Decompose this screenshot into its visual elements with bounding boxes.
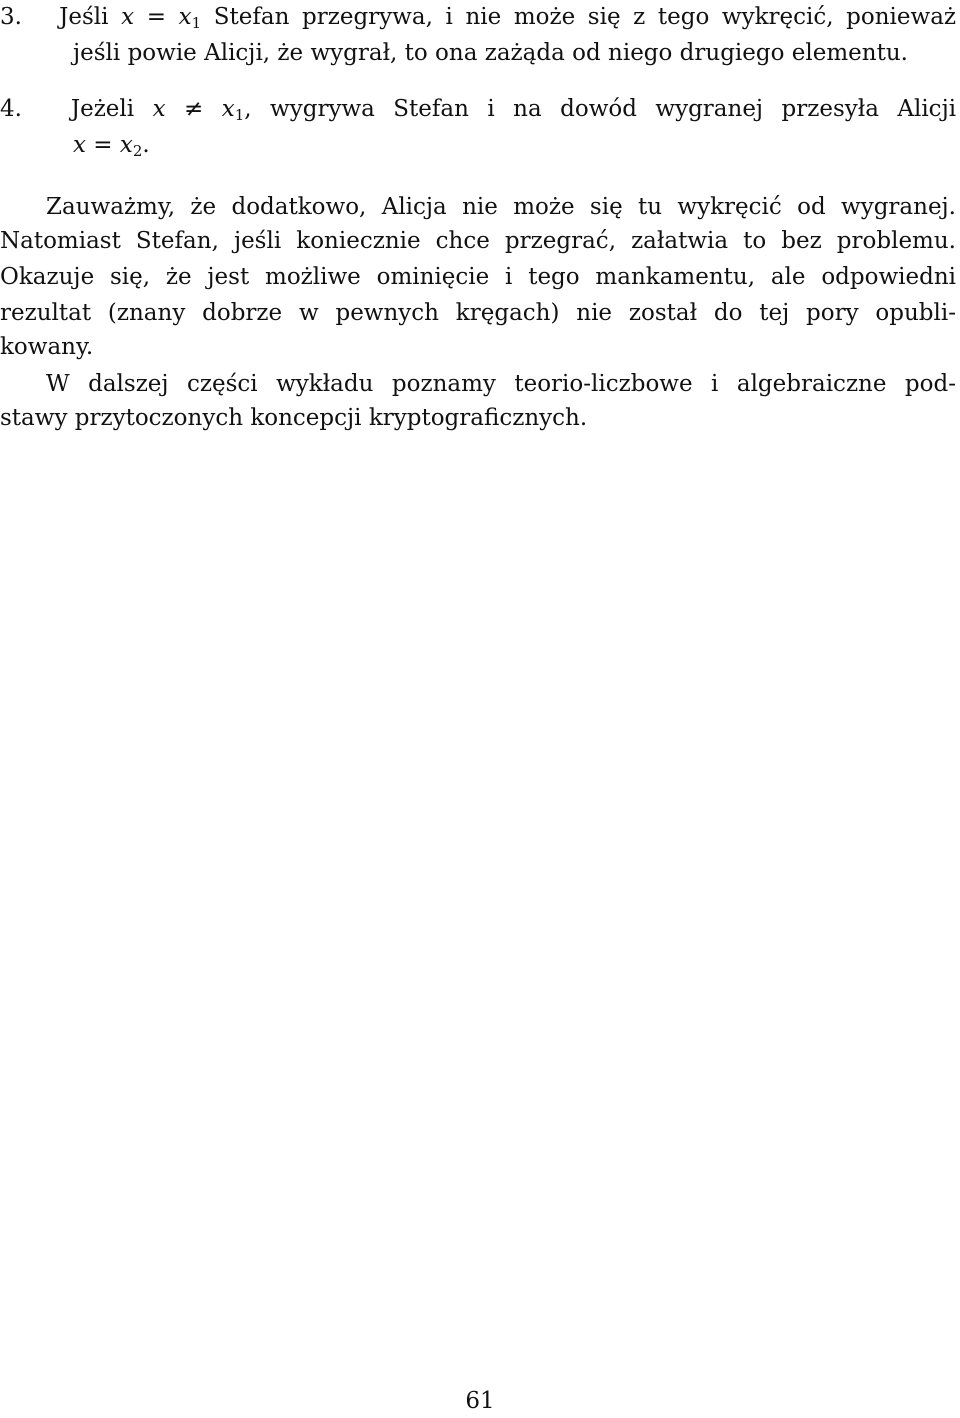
paragraph-line: Zauważmy, że dodatkowo, Alicja nie może się tu wykręcić od wygranej. <box>46 194 956 220</box>
list-item-text: Stefan przegrywa, i nie może się z tego wykręcić, ponieważ <box>213 4 957 30</box>
page-number: 61 <box>465 1388 495 1414</box>
list-item-text: Jeżeli <box>70 96 135 122</box>
list-item-text: jeśli powie Alicji, że wygrał, to ona zażąda od niego drugiego elementu. <box>73 40 908 66</box>
math-subscript: 1 <box>234 106 245 124</box>
list-item-3-line-1 <box>0 0 956 34</box>
paragraph-line: kowany. <box>0 334 94 360</box>
math-variable: x <box>121 4 135 30</box>
math-variable: $x_2$ <box>119 132 143 160</box>
paragraph-line: Natomiast Stefan, jeśli koniecznie chce przegrać, załatwia to bez problemu. <box>0 228 956 254</box>
math-variable: x <box>152 96 166 122</box>
list-item-text: , wygrywa Stefan i na dowód wygranej przesyła Alicji <box>244 96 957 122</box>
paragraph-line: rezultat (znany dobrze w pewnych kręgach) nie został do tej pory opubli- <box>0 300 956 326</box>
paragraph-line: Okazuje się, że jest możliwe ominięcie i tego mankamentu, ale odpowiedni <box>0 264 956 290</box>
math-operator: ≠ <box>184 96 204 122</box>
list-item-3-line-2 <box>73 36 956 70</box>
list-item-number: 3. <box>0 4 22 30</box>
list-item-text: Jeśli <box>59 4 109 30</box>
math-subscript: 2 <box>132 142 143 160</box>
paragraph-line: stawy przytoczonych koncepcji kryptograficznych. <box>0 405 588 431</box>
math-operator: = <box>93 132 113 158</box>
list-item-number: 4. <box>0 96 22 122</box>
math-operator: = <box>146 4 167 30</box>
paragraph-line: W dalszej części wykładu poznamy teorio-liczbowe i algebraiczne pod- <box>46 371 956 397</box>
list-item-4-line-2: $x = x_2$. <box>73 132 150 160</box>
math-subscript: 1 <box>191 14 202 32</box>
list-item-4-line-1 <box>0 92 956 126</box>
math-variable: $x_1$ <box>178 4 202 32</box>
math-variable: $x_1$, wygrywa Stefan i na dowód wygranej przesyła Alicji <box>221 96 957 124</box>
math-variable: x <box>73 132 86 158</box>
